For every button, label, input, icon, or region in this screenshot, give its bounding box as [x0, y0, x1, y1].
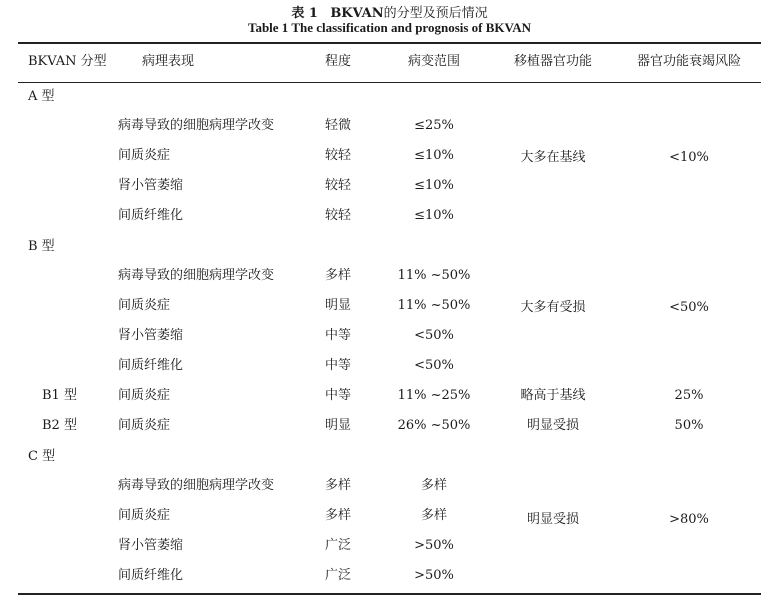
header-pathology: 病理表现: [142, 54, 195, 69]
table-cell-pathology: 间质炎症: [118, 508, 171, 523]
group-a-failure-risk: <10%: [669, 150, 709, 165]
group-label-b2: B2 型: [42, 418, 77, 433]
table-bottom-rule: [18, 593, 761, 595]
table-caption-en: Table 1 The classification and prognosis of BKVAN: [247, 20, 532, 35]
table-cell-range: 多样: [420, 508, 447, 523]
table-cell-degree: 广泛: [324, 538, 351, 553]
group-c-failure-risk: >80%: [669, 512, 709, 527]
header-graft-function: 移植器官功能: [513, 54, 592, 69]
group-b2-graft-function: 明显受损: [526, 418, 579, 433]
table-cell-range: >50%: [414, 538, 454, 553]
table-cell-degree: 中等: [324, 358, 351, 373]
table-cell-degree: 中等: [324, 328, 351, 343]
table-cell-pathology: 间质炎症: [118, 418, 171, 433]
table-cell-range: ≤25%: [414, 118, 454, 133]
table-cell-range: ≤10%: [414, 148, 454, 163]
header-type: BKVAN 分型: [28, 54, 107, 69]
table-cell-range: <50%: [414, 328, 454, 343]
group-b1-graft-function: 略高于基线: [520, 388, 586, 403]
caption-label: 表 1: [291, 6, 318, 21]
group-a-graft-function: 大多在基线: [520, 150, 586, 165]
table-cell-pathology: 肾小管萎缩: [118, 178, 184, 193]
table-cell-pathology: 间质纤维化: [118, 568, 184, 583]
table-caption-cn: [0, 2, 779, 21]
table-cell-degree: 明显: [324, 298, 351, 313]
header-range: 病变范围: [407, 54, 460, 69]
caption-title-rest: 的分型及预后情况: [383, 6, 488, 21]
table-cell-range: 11% ~50%: [397, 298, 471, 313]
table-cell-pathology: 间质炎症: [118, 148, 171, 163]
table-cell-range: 11% ~25%: [397, 388, 471, 403]
table-top-rule: [18, 42, 761, 44]
table-cell-range: 多样: [420, 478, 447, 493]
caption-title-bold: BKVAN: [330, 6, 384, 21]
table-cell-range: <50%: [414, 358, 454, 373]
table-cell-pathology: 间质纤维化: [118, 208, 184, 223]
table-cell-range: 26% ~50%: [397, 418, 471, 433]
group-b1-failure-risk: 25%: [674, 388, 704, 403]
table-cell-range: ≤10%: [414, 208, 454, 223]
table-cell-degree: 多样: [324, 508, 351, 523]
table-cell-degree: 多样: [324, 478, 351, 493]
group-label-b: B 型: [28, 239, 55, 254]
table-cell-degree: 较轻: [324, 208, 351, 223]
table-cell-degree: 轻微: [324, 118, 351, 133]
table-cell-degree: 较轻: [324, 178, 351, 193]
table-cell-pathology: 间质炎症: [118, 298, 171, 313]
table-cell-degree: 较轻: [324, 148, 351, 163]
table-cell-pathology: 间质炎症: [118, 388, 171, 403]
table-cell-pathology: 病毒导致的细胞病理学改变: [118, 268, 275, 283]
group-b2-failure-risk: 50%: [674, 418, 704, 433]
table-cell-pathology: 肾小管萎缩: [118, 328, 184, 343]
group-label-b1: B1 型: [42, 388, 77, 403]
group-label-a: A 型: [28, 89, 55, 104]
table-cell-pathology: 病毒导致的细胞病理学改变: [118, 478, 275, 493]
group-b-graft-function: 大多有受损: [520, 300, 586, 315]
table-cell-range: 11% ~50%: [397, 268, 471, 283]
table-cell-pathology: 病毒导致的细胞病理学改变: [118, 118, 275, 133]
table-cell-degree: 多样: [324, 268, 351, 283]
table-header-rule: [18, 82, 761, 83]
table-cell-pathology: 间质纤维化: [118, 358, 184, 373]
table-cell-degree: 广泛: [324, 568, 351, 583]
header-failure-risk: 器官功能衰竭风险: [636, 54, 741, 69]
group-c-graft-function: 明显受损: [526, 512, 579, 527]
table-cell-range: ≤10%: [414, 178, 454, 193]
group-b-failure-risk: <50%: [669, 300, 709, 315]
table-cell-pathology: 肾小管萎缩: [118, 538, 184, 553]
table-cell-range: >50%: [414, 568, 454, 583]
table-cell-degree: 明显: [324, 418, 351, 433]
table-cell-degree: 中等: [324, 388, 351, 403]
header-degree: 程度: [324, 54, 351, 69]
group-label-c: C 型: [28, 449, 56, 464]
